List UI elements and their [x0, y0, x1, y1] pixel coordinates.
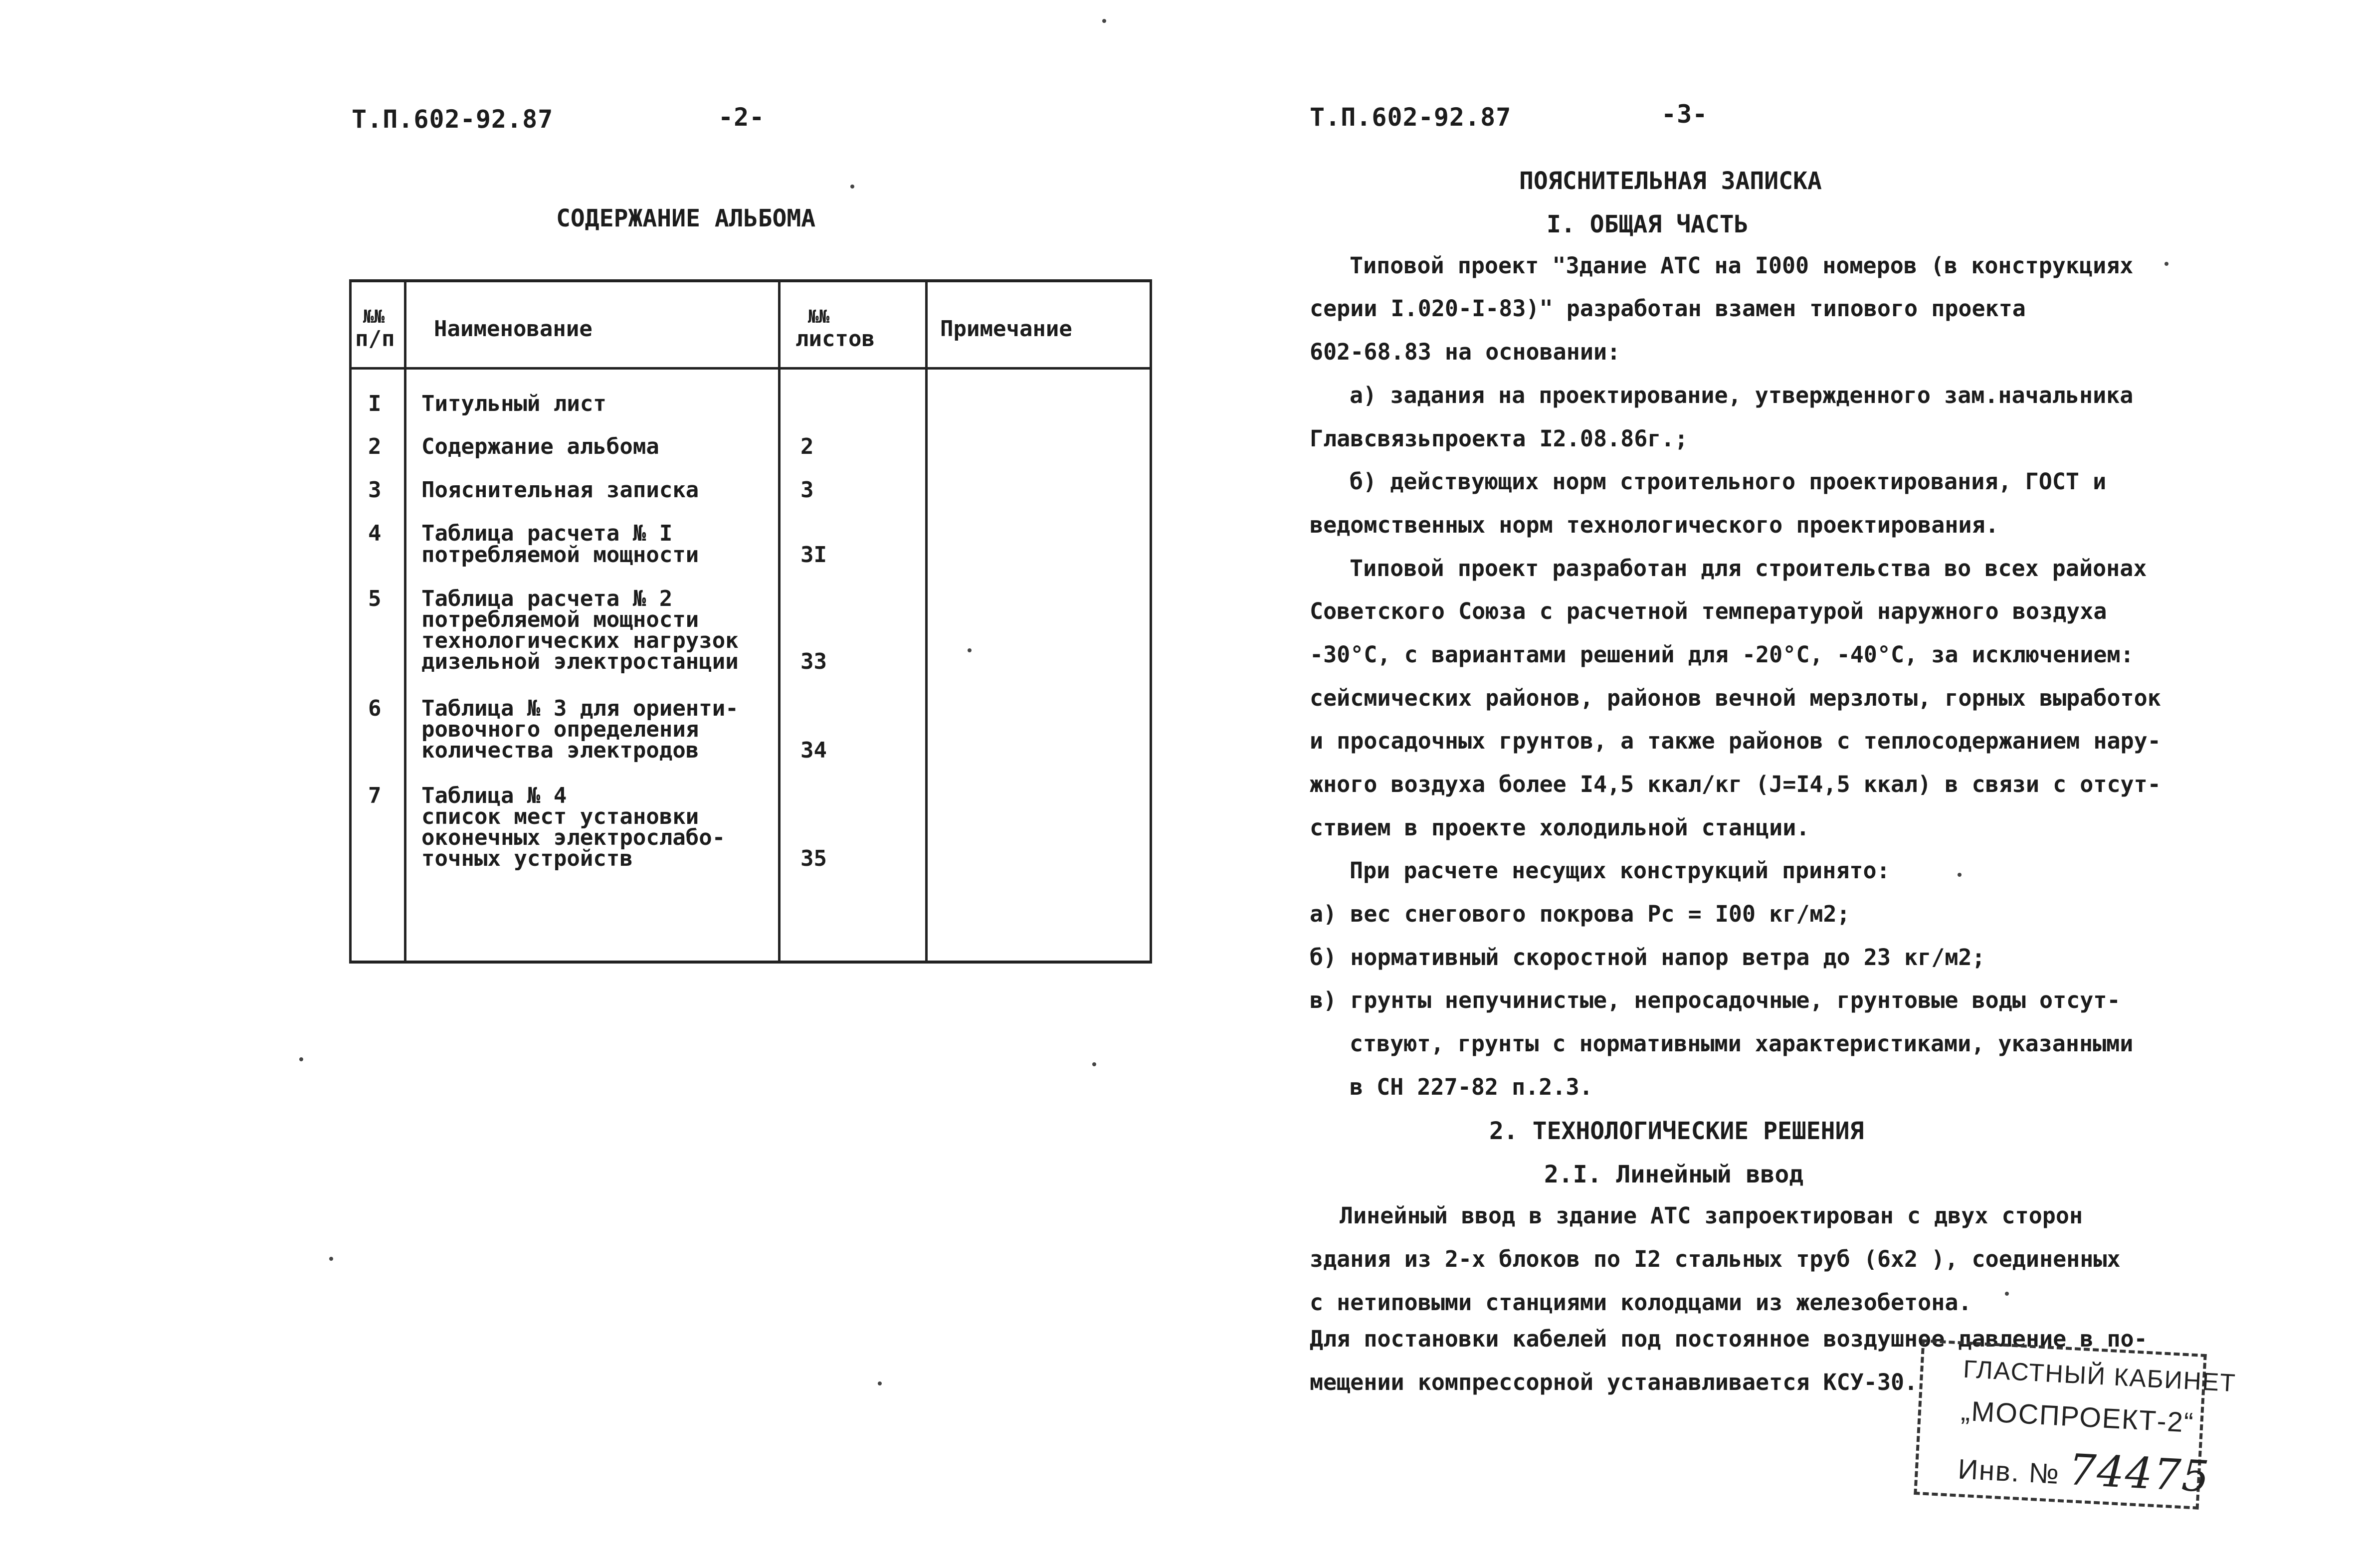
- row-7-sheet: 35: [800, 846, 827, 871]
- stamp-line-1: ГЛАСТНЫЙ КАБИНЕТ: [1963, 1355, 2237, 1397]
- header-num-a: №№: [363, 307, 385, 327]
- text2-line-2: здания из 2-х блоков по I2 стальных труб (6х2 ), соединенных: [1310, 1246, 2121, 1272]
- header-sheets-a: №№: [808, 307, 830, 327]
- text-line-3: 602-68.83 на основании:: [1310, 339, 1621, 365]
- scan-speck: [329, 1257, 333, 1261]
- text2-line-3: с нетиповыми станциями колодцами из железобетона.: [1310, 1289, 1972, 1316]
- row-6-name-line-1: Таблица № 3 для ориенти-: [421, 696, 739, 721]
- row-7-number: 7: [368, 783, 382, 808]
- right-page-number: -3-: [1661, 100, 1708, 129]
- text-line-5: Главсвязьпроекта I2.08.86г.;: [1310, 425, 1688, 452]
- row-5-sheet: 33: [800, 649, 827, 674]
- scan-speck: [878, 1381, 882, 1385]
- table-border-right: [1150, 282, 1152, 961]
- text-line-12: и просадочных грунтов, а также районов с теплосодержанием нару-: [1310, 728, 2161, 754]
- scan-speck: [1102, 19, 1106, 23]
- row-3-sheet: 3: [800, 477, 814, 503]
- text-line-18: в) грунты непучинистые, непросадочные, грунтовые воды отсут-: [1310, 987, 2121, 1013]
- row-3-number: 3: [368, 477, 382, 503]
- text-line-17: б) нормативный скоростной напор ветра до 23 кг/м2;: [1310, 944, 1985, 971]
- header-num-b: п/п: [355, 326, 395, 352]
- stamp-inventory-number: 74475: [2067, 1445, 2211, 1502]
- scan-speck: [299, 1057, 303, 1061]
- text-line-8: Типовой проект разработан для строительства во всех районах: [1350, 555, 2147, 582]
- row-7-name-line-4: точных устройств: [421, 846, 633, 871]
- scan-speck: [850, 185, 854, 189]
- row-5-name-line-2: потребляемой мощности: [421, 607, 699, 632]
- header-note: Примечание: [940, 316, 1072, 342]
- contents-table: [349, 279, 1152, 964]
- scan-speck: [1958, 873, 1962, 877]
- row-4-name-line-2: потребляемой мощности: [421, 542, 699, 568]
- table-border-left: [349, 282, 352, 961]
- text-line-7: ведомственных норм технологического проектирования.: [1310, 512, 1999, 538]
- row-4-sheet: 3I: [800, 542, 827, 568]
- stamp-inventory-label: Инв. №: [1957, 1453, 2061, 1490]
- scan-speck: [1092, 1062, 1096, 1066]
- row-4-name-line-1: Таблица расчета № I: [421, 521, 673, 546]
- row-6-name-line-3: количества электродов: [421, 738, 699, 763]
- text-line-6: б) действующих норм строительного проектирования, ГОСТ и: [1350, 468, 2107, 495]
- text-line-19: ствуют, грунты с нормативными характеристиками, указанными: [1350, 1030, 2134, 1057]
- text-line-2: серии I.020-I-83)" разработан взамен типового проекта: [1310, 295, 2026, 322]
- row-3-name: Пояснительная записка: [421, 477, 699, 503]
- header-name: Наименование: [434, 316, 592, 342]
- explanatory-note-title: ПОЯСНИТЕЛЬНАЯ ЗАПИСКА: [1519, 167, 1822, 195]
- row-7-name-line-3: оконечных электрослабо-: [421, 825, 726, 850]
- text-line-11: сейсмических районов, районов вечной мерзлоты, горных выработок: [1310, 685, 2161, 711]
- text-line-4: а) задания на проектирование, утвержденного зам.начальника: [1350, 382, 2134, 408]
- row-5-name-line-3: технологических нагрузок: [421, 628, 739, 653]
- row-2-number: 2: [368, 434, 382, 459]
- right-page: [1180, 0, 2360, 1568]
- table-col-divider-1: [404, 282, 406, 961]
- text-line-9: Советского Союза с расчетной температурой наружного воздуха: [1310, 598, 2107, 624]
- header-sheets-b: листов: [795, 326, 875, 352]
- row-2-name: Содержание альбома: [421, 434, 659, 459]
- text-line-14: ствием в проекте холодильной станции.: [1310, 814, 1810, 841]
- stamp-inventory-row: [1957, 1439, 2211, 1502]
- text-line-10: -30°С, с вариантами решений для -20°С, -40°С, за исключением:: [1310, 641, 2134, 668]
- row-6-name-line-2: ровочного определения: [421, 717, 699, 742]
- row-1-number: I: [368, 391, 382, 416]
- section-general-heading: I. ОБЩАЯ ЧАСТЬ: [1547, 210, 1749, 238]
- section-tech-heading: 2. ТЕХНОЛОГИЧЕСКИЕ РЕШЕНИЯ: [1489, 1117, 1864, 1145]
- left-doc-code: Т.П.602-92.87: [352, 105, 554, 134]
- row-6-sheet: 34: [800, 738, 827, 763]
- table-col-divider-2: [778, 282, 781, 961]
- right-doc-code: Т.П.602-92.87: [1310, 103, 1512, 132]
- contents-title: СОДЕРЖАНИЕ АЛЬБОМА: [556, 204, 816, 232]
- row-5-name-line-1: Таблица расчета № 2: [421, 586, 673, 611]
- text-line-13: жного воздуха более I4,5 ккал/кг (J=I4,5 ккал) в связи с отсут-: [1310, 771, 2161, 797]
- text2-line-4: Для постановки кабелей под постоянное воздушное давление в по-: [1310, 1326, 2148, 1352]
- row-7-name-line-2: список мест установки: [421, 804, 699, 829]
- scan-speck: [2164, 262, 2168, 266]
- row-6-number: 6: [368, 696, 382, 721]
- left-page-number: -2-: [718, 103, 765, 132]
- text2-line-5: мещении компрессорной устанавливается КСУ-30.: [1310, 1369, 1918, 1395]
- row-4-number: 4: [368, 521, 382, 546]
- text-line-20: в СН 227-82 п.2.3.: [1350, 1074, 1593, 1100]
- scan-speck: [2005, 1292, 2009, 1296]
- subsection-linear-input-heading: 2.I. Линейный ввод: [1544, 1161, 1804, 1188]
- scan-speck: [968, 648, 972, 652]
- row-7-name-line-1: Таблица № 4: [421, 783, 567, 808]
- text-line-15: При расчете несущих конструкций принято:: [1350, 857, 1890, 884]
- row-5-name-line-4: дизельной электростанции: [421, 649, 739, 674]
- text2-line-1: Линейный ввод в здание АТС запроектирован с двух сторон: [1340, 1202, 2083, 1229]
- row-2-sheet: 2: [800, 434, 814, 459]
- table-header-divider: [349, 367, 1152, 370]
- text-line-1: Типовой проект "Здание АТС на I000 номеров (в конструкциях: [1350, 252, 2134, 279]
- archive-stamp: [1914, 1339, 2237, 1510]
- row-5-number: 5: [368, 586, 382, 611]
- stamp-line-2: „МОСПРОЕКТ-2“: [1960, 1394, 2195, 1438]
- row-1-name: Титульный лист: [421, 391, 606, 416]
- text-line-16: а) вес снегового покрова Рс = I00 кг/м2;: [1310, 901, 1850, 927]
- table-col-divider-3: [925, 282, 928, 961]
